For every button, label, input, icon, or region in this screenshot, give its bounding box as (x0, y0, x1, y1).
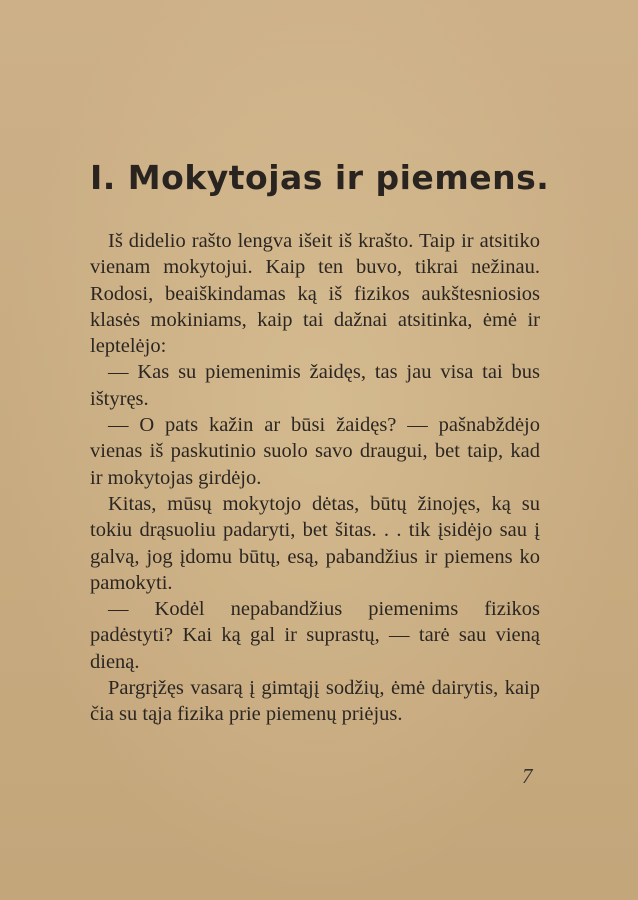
paragraph: — Kodėl nepabandžius piemenims fizikos padėstyti? Kai ką gal ir suprastų, — tarė sau vieną dieną. (90, 598, 540, 673)
chapter-title: I. Mokytojas ir piemens. (90, 158, 550, 197)
paragraph: Iš didelio rašto lengva išeit iš krašto. Taip ir atsitiko vienam mokytojui. Kaip ten buvo, tikrai nežinau. Rodosi, beaiškindamas ką iš fizikos aukštesniosios klasės mokiniams, kaip tai dažnai atsitinka, ėmė ir leptelėjo: (90, 230, 540, 358)
paragraph: — O pats kažin ar būsi žaidęs? — pašnabždėjo vienas iš paskutinio suolo savo draugui, bet taip, kad ir mokytojas girdėjo. (90, 414, 540, 489)
page-number: 7 (522, 764, 533, 788)
body-text (90, 228, 540, 728)
paragraph: Kitas, mūsų mokytojo dėtas, būtų žinojęs, ką su tokiu drąsuoliu padaryti, bet šitas. . . tik įsidėjo sau į galvą, jog įdomu būtų, esą, pabandžius ir piemens ko pamokyti. (90, 492, 540, 594)
paragraph: — Kas su piemenimis žaidęs, tas jau visa tai bus ištyręs. (90, 361, 540, 410)
paragraph: Pargrįžęs vasarą į gimtąjį sodžių, ėmė dairytis, kaip čia su tąja fizika prie piemenų priėjus. (90, 677, 540, 726)
